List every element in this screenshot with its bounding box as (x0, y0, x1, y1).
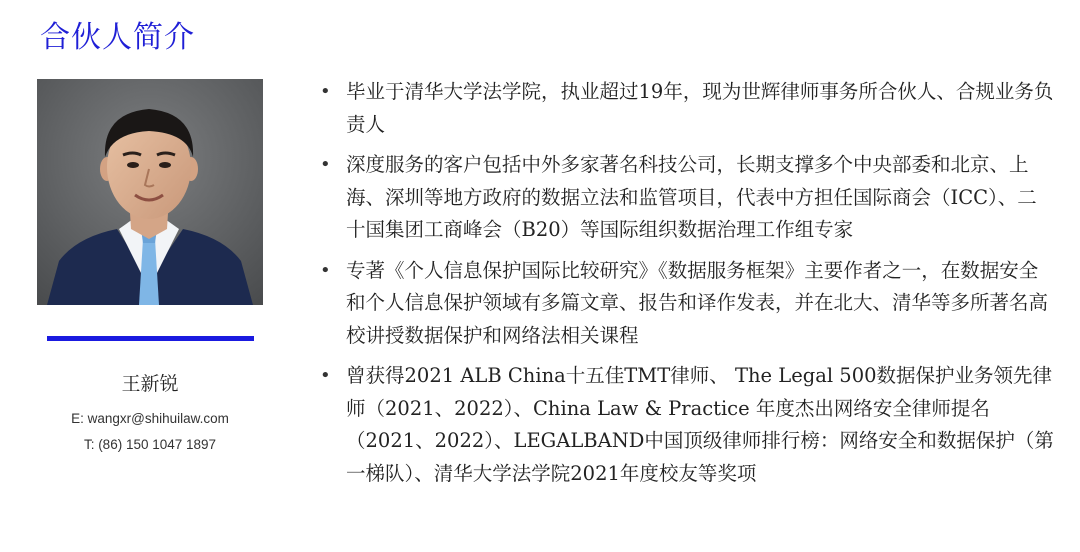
bio-bullet-publications: • 专著《个人信息保护国际比较研究》《数据服务框架》主要作者之一，在数据安全和个人信息保护领域有多篇文章、报告和译作发表，并在北大、清华等多所著名高校讲授数据保护和网络法相关课程 (318, 255, 1056, 353)
bio-bullet-list (318, 76, 1056, 498)
bio-bullet-awards: • 曾获得2021 ALB China十五佳TMT律师、 The Legal 500数据保护业务领先律师（2021、2022）、China Law & Practice 年度杰出网络安全律师提名（2021、2022）、LEGALBAND中国顶级律师排行榜：网络安全和数据保护（第一梯队）、清华大学法学院2021年度校友等奖项 (318, 360, 1056, 490)
bio-bullet-clients: • 深度服务的客户包括中外多家著名科技公司，长期支撑多个中央部委和北京、上海、深圳等地方政府的数据立法和监管项目，代表中方担任国际商会（ICC）、二十国集团工商峰会（B20）等国际组织数据治理工作组专家 (318, 149, 1056, 247)
accent-divider-bar (47, 336, 254, 341)
phone-text: T: (86) 150 1047 1897 (83, 437, 217, 452)
partner-name: 王新锐 (121, 373, 179, 395)
email-text: E: wangxr@shihuilaw.com (71, 411, 229, 426)
page-title: 合伙人简介 (40, 20, 195, 55)
portrait-photo (37, 79, 263, 305)
bio-bullet-education: • 毕业于清华大学法学院，执业超过19年，现为世辉律师事务所合伙人、合规业务负责人 (318, 76, 1056, 141)
